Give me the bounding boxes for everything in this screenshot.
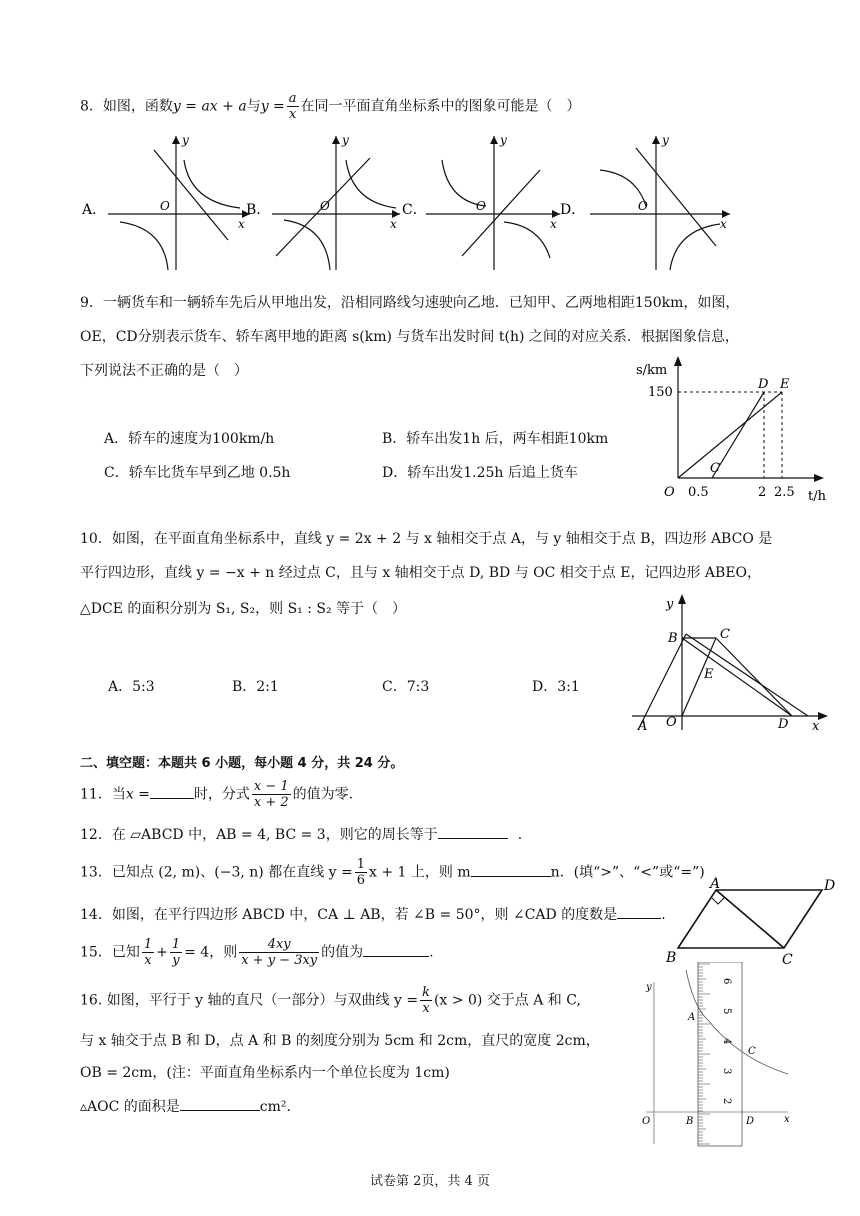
svg-text:x: x [812, 719, 820, 734]
q11: 11．当x = 时，分式 $\frac{x - 1}{x + 2}$ 的值为零. [80, 779, 354, 810]
q9-figure [628, 356, 838, 510]
q12-blank [438, 838, 508, 839]
q9-option-b: B．轿车出发1h 后，两车相距10km [382, 431, 609, 447]
q9-y150: 150 [648, 385, 673, 400]
q8-connector: 与 [246, 98, 261, 115]
svg-text:O: O [638, 199, 648, 213]
q8-graph-b [272, 133, 400, 270]
q14-figure [662, 876, 842, 970]
q8-func1: y = ax + a [172, 98, 247, 115]
q9-origin: O [664, 485, 675, 500]
page-footer: 试卷第 2页，共 4 页 [370, 1174, 490, 1189]
q8-option-b-label: B． [246, 202, 271, 218]
svg-text:6: 6 [721, 978, 732, 985]
q10-line2: 平行四边形，直线 y = −x + n 经过点 C，且与 x 轴相交于点 D, BD 与 OC 相交于点 E，记四边形 ABEO， [80, 565, 762, 581]
svg-text:B: B [666, 950, 677, 966]
svg-text:x: x [238, 217, 245, 231]
q9-option-a: A．轿车的速度为100km/h [104, 431, 275, 447]
q10-line1: 10．如图，在平面直角坐标系中，直线 y = 2x + 2 与 x 轴相交于点 A，与 y 轴相交于点 B，四边形 ABCO 是 [80, 531, 773, 547]
q9-t2: 2 [758, 485, 767, 500]
svg-text:A: A [688, 1012, 696, 1023]
svg-text:A: A [710, 876, 721, 892]
svg-text:y: y [662, 133, 669, 147]
svg-text:O: O [320, 199, 330, 213]
svg-text:5: 5 [721, 1008, 732, 1015]
svg-text:O: O [666, 715, 677, 730]
q8-figures [80, 130, 760, 284]
svg-text:D: D [778, 717, 789, 732]
q9-y-label: s/km [636, 363, 668, 378]
q10-line3: △DCE 的面积分别为 S₁, S₂，则 S₁ : S₂ 等于（ ） [80, 601, 407, 617]
svg-text:x: x [390, 217, 397, 231]
svg-text:y: y [646, 982, 652, 993]
svg-text:C: C [782, 952, 793, 966]
svg-text:y: y [182, 133, 189, 147]
svg-text:y: y [666, 597, 674, 612]
q8-option-c-label: C． [402, 202, 427, 218]
q14: 14．如图，在平行四边形 ABCD 中，CA ⊥ AB，若 ∠B = 50°，则 ∠CAD 的度数是 . [80, 907, 666, 923]
svg-text:B: B [668, 631, 678, 646]
section2-heading: 二、填空题：本题共 6 小题，每小题 4 分，共 24 分。 [80, 756, 404, 771]
svg-text:y: y [500, 133, 507, 147]
q12: 12．在 ▱ABCD 中，AB = 4, BC = 3，则它的周长等于 . [80, 827, 523, 843]
q9-x-label: t/h [808, 489, 826, 504]
q8-graph-d [590, 133, 730, 270]
q10-option-b: B．2:1 [232, 679, 279, 695]
q15-blank [363, 956, 429, 957]
q9-option-d: D．轿车出发1.25h 后追上货车 [382, 465, 578, 481]
svg-text:C: C [748, 1046, 756, 1057]
q14-blank [617, 918, 661, 919]
svg-text:A: A [638, 719, 648, 734]
svg-text:2: 2 [721, 1098, 732, 1105]
q9-t05: 0.5 [688, 485, 709, 500]
q9-option-c: C．轿车比货车早到乙地 0.5h [104, 465, 291, 481]
svg-text:O: O [160, 199, 170, 213]
q8-option-d-label: D． [560, 202, 586, 218]
q16-figure [628, 962, 798, 1154]
q8-graph-a [108, 133, 250, 270]
q13-blank [471, 876, 551, 877]
svg-text:E: E [704, 667, 714, 682]
svg-text:O: O [476, 199, 486, 213]
q16-line2: 与 x 轴交于点 B 和 D，点 A 和 B 的刻度分别为 5cm 和 2cm，直尺的宽度 2cm， [80, 1033, 600, 1049]
q9-line2: OE，CD分别表示货车、轿车离甲地的距离 s(km) 与货车出发时间 t(h) 之间的对应关系．根据图象信息， [80, 329, 739, 345]
svg-text:y: y [342, 133, 349, 147]
q10-option-c: C．7:3 [382, 679, 430, 695]
svg-text:D: D [824, 878, 836, 894]
q13: 13．已知点 (2, m)、(−3, n) 都在直线 y = $\frac{1}{6}$ x + 1 上，则 m n．(填“>”、“<”或“=”) [80, 857, 705, 888]
q8-func2-fraction: $\frac{a}{x}$ [288, 91, 297, 122]
svg-text:3: 3 [721, 1068, 732, 1075]
svg-text:O: O [642, 1116, 651, 1127]
q9-point-c: C [710, 461, 720, 476]
q9-point-d: D [758, 377, 769, 392]
q8-number: 8．如图，函数 [80, 98, 173, 115]
q9-line3: 下列说法不正确的是（ ） [80, 363, 248, 379]
q15: 15．已知 $\frac{1}{x}$ + $\frac{1}{y}$ = 4，则 $\frac{4xy}{x + y - 3xy}$ 的值为 . [80, 937, 434, 968]
svg-text:x: x [720, 217, 727, 231]
svg-text:C: C [720, 627, 730, 642]
q16-line3: OB = 2cm，(注：平面直角坐标系内一个单位长度为 1cm) [80, 1065, 450, 1081]
q9-point-e: E [780, 377, 790, 392]
svg-text:x: x [784, 1114, 790, 1125]
q8-graph-c [426, 133, 560, 270]
q10-figure [628, 590, 838, 740]
q8-option-a-label: A． [82, 202, 107, 218]
q9-line1: 9．一辆货车和一辆轿车先后从甲地出发，沿相同路线匀速驶向乙地．已知甲、乙两地相距150km，如图， [80, 295, 740, 311]
svg-text:4: 4 [721, 1038, 732, 1045]
q16-line4: ▵AOC 的面积是 cm². [80, 1099, 291, 1115]
q8-question: 在同一平面直角坐标系中的图象可能是（ ） [300, 98, 581, 115]
q10-option-a: A．5:3 [108, 679, 155, 695]
q11-blank [150, 798, 194, 799]
svg-text:x: x [550, 217, 557, 231]
q16-line1: 16. 如图，平行于 y 轴的直尺（一部分）与双曲线 y = $\frac{k}{x}$ (x > 0) 交于点 A 和 C, [80, 985, 581, 1016]
svg-text:D: D [746, 1116, 755, 1127]
q9-t25: 2.5 [774, 485, 795, 500]
q8-stem [80, 92, 581, 121]
q8-func2-lhs: y = [260, 98, 285, 115]
svg-text:B: B [686, 1116, 694, 1127]
q16-blank [180, 1110, 260, 1111]
q10-option-d: D．3:1 [532, 679, 580, 695]
